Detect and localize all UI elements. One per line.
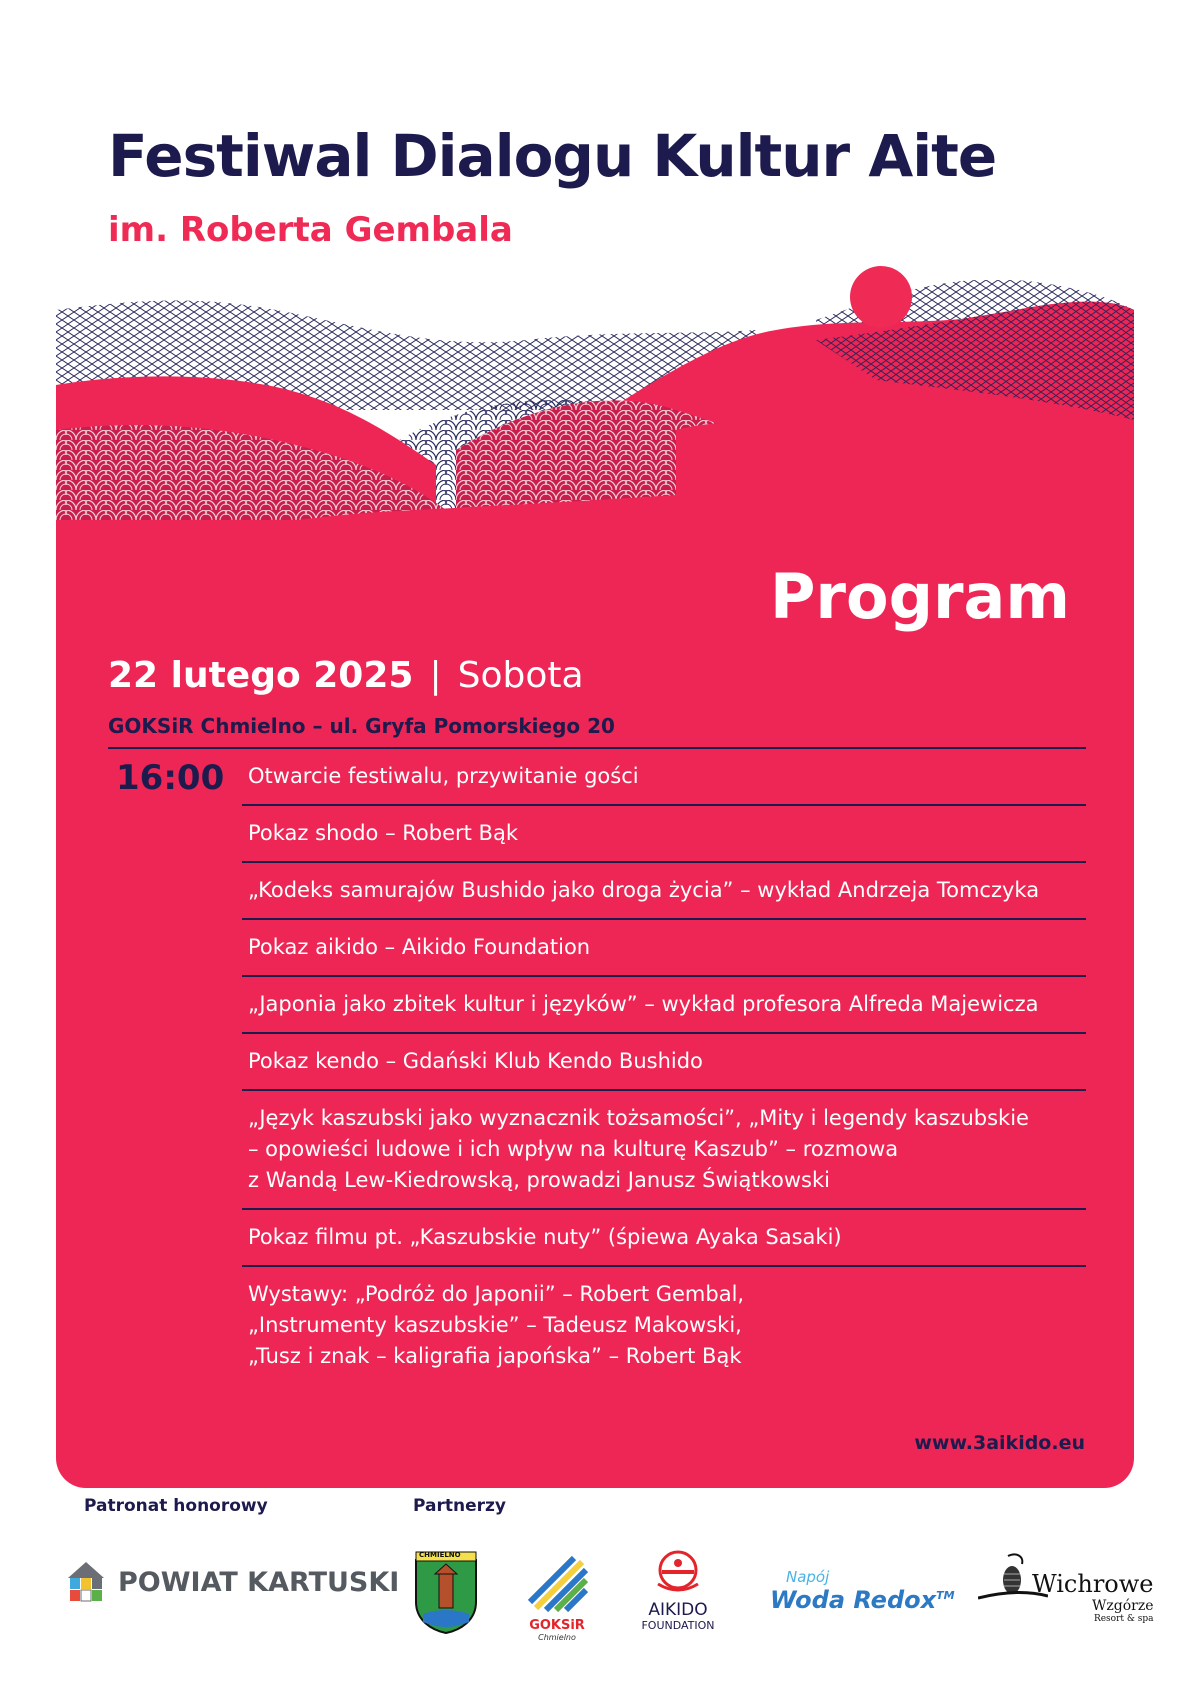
wzgorze-name: Wzgórze [1091,1598,1154,1614]
date-line [108,655,584,696]
aikido-name: AIKIDO [648,1600,708,1620]
powiat-name: POWIAT KARTUSKI [118,1566,400,1598]
website-link[interactable]: www.3aikido.eu [914,1432,1085,1454]
program-heading: Program [769,560,1070,633]
schedule-item: „Kodeks samurajów Bushido jako droga życia” – wykład Andrzeja Tomczyka [242,863,1086,920]
aikido-foundation-logo [640,1550,716,1632]
goksir-stripes-icon [524,1552,590,1614]
chmielno-name: CHMIELNO [419,1551,461,1559]
sun-circle [850,266,912,328]
goksir-subname: Chmielno [538,1633,576,1642]
redox-name: Woda Redox [770,1586,937,1614]
schedule-list [242,749,1086,1384]
schedule-item: Pokaz filmu pt. „Kaszubskie nuty” (śpiewa Ayaka Sasaki) [242,1210,1086,1267]
powiat-house-icon [66,1560,106,1604]
schedule-item: Wystawy: „Podróż do Japonii” – Robert Gembal, „Instrumenty kaszubskie” – Tadeusz Makowski, „Tusz i znak – kaligrafia japońska” – Robert Bąk [248,1282,745,1368]
wichrowe-tagline: Resort & spa [1093,1614,1154,1624]
date-separator: | [429,655,442,696]
aikido-emblem-icon [640,1550,716,1598]
festival-title: Festiwal Dialogu Kultur Aite [108,122,997,190]
schedule-item: Otwarcie festiwalu, przywitanie gości [242,749,1086,806]
event-day: Sobota [457,655,584,696]
schedule-item: Pokaz shodo – Robert Bąk [242,806,1086,863]
powiat-kartuski-logo [66,1560,399,1604]
redox-napoj: Napój [786,1568,830,1586]
start-time: 16:00 [116,758,225,798]
redox-trademark: TM [936,1589,955,1602]
festival-subtitle: im. Roberta Gembala [108,210,513,250]
goksir-logo [524,1552,590,1642]
schedule-item: Pokaz kendo – Gdański Klub Kendo Bushido [242,1034,1086,1091]
chmielno-crest-logo [413,1550,479,1638]
goksir-name: GOKSiR [529,1618,585,1633]
aikido-subname: FOUNDATION [641,1619,715,1632]
woda-redox-logo [770,1568,955,1614]
schedule-item: „Język kaszubski jako wyznacznik tożsamości”, „Mity i legendy kaszubskie – opowieści ludowe i ich wpływ na kulturę Kaszub” – rozmowa z Wandą Lew-Kiedrowską, prowadzi Janusz Świątkowski [242,1091,1086,1210]
wichrowe-name: Wichrowe [1032,1570,1154,1598]
event-venue: GOKSiR Chmielno – ul. Gryfa Pomorskiego 20 [108,714,615,738]
schedule-item: „Japonia jako zbitek kultur i języków” – wykład profesora Alfreda Majewicza [242,977,1086,1034]
partners-label: Partnerzy [413,1496,506,1516]
event-date: 22 lutego 2025 [108,655,414,696]
patronage-label: Patronat honorowy [84,1496,268,1516]
schedule-item: Pokaz aikido – Aikido Foundation [242,920,1086,977]
